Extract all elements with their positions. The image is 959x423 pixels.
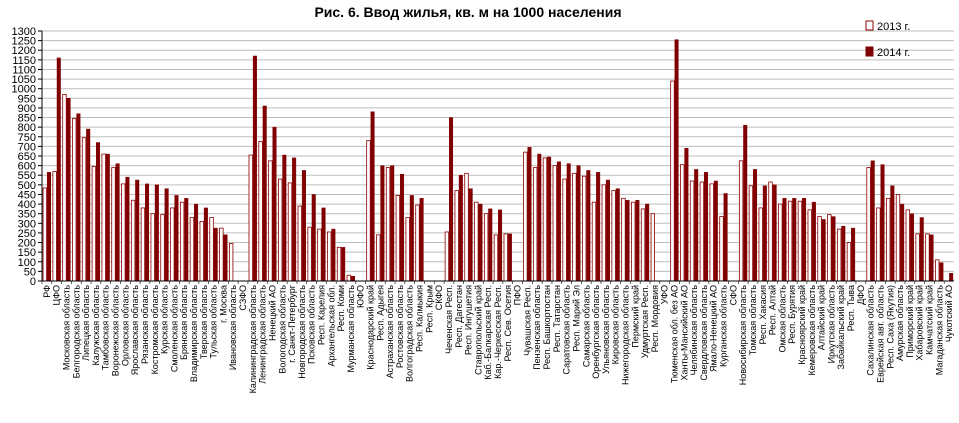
x-tick-label: СФО: [728, 285, 739, 306]
x-tick-label: Респ. Калмыкия: [414, 285, 425, 352]
x-tick-label: Брянская область: [179, 285, 190, 360]
bar-2013: [200, 221, 204, 281]
bar-2014: [940, 263, 944, 281]
bar-2013: [563, 179, 567, 281]
bar-2013: [298, 206, 302, 281]
bar-2013: [631, 202, 635, 281]
bar-2014: [302, 170, 306, 281]
bar-2014: [694, 169, 698, 281]
x-tick-label: Респ. Дагестан: [453, 284, 464, 348]
legend-label-2014: 2014 г.: [877, 47, 911, 59]
bar-2014: [459, 175, 463, 281]
x-tick-label: Орловская область: [120, 285, 131, 367]
y-axis: [12, 26, 42, 288]
x-tick-label: Ростовская область: [394, 285, 405, 369]
bar-2013: [131, 200, 135, 281]
x-tick-label: СЗФО: [238, 285, 249, 311]
bar-2013: [63, 94, 67, 281]
y-tick-label: 1150: [12, 54, 36, 67]
bar-2013: [818, 217, 822, 281]
bar-2013: [504, 234, 508, 281]
x-tick-label: Респ. Саха (Якутия): [885, 285, 896, 369]
bar-2014: [145, 184, 149, 281]
bar-2013: [376, 235, 380, 281]
x-tick-label: Еврейская авт. область: [875, 285, 886, 383]
x-tick-label: УФО: [659, 285, 670, 305]
bar-2014: [949, 273, 953, 281]
bar-2014: [930, 235, 934, 281]
x-tick-label: Респ. Алтай: [767, 285, 778, 336]
bar-2014: [763, 186, 767, 281]
bar-2013: [916, 234, 920, 281]
bar-2014: [704, 172, 708, 281]
bar-2013: [906, 210, 910, 281]
x-tick-label: Тюменская обл. без АО: [669, 285, 680, 384]
x-tick-label: Псковская область: [306, 285, 317, 365]
y-tick-label: 150: [17, 247, 36, 260]
x-tick-label: Астраханская область: [385, 285, 396, 379]
bar-2013: [867, 168, 871, 281]
x-tick-label: ЮФО: [355, 285, 366, 308]
bar-2013: [288, 183, 292, 281]
x-tick-label: Респ. Крым: [424, 285, 435, 333]
x-tick-label: Респ. Хакасия: [757, 285, 768, 345]
bar-2014: [292, 158, 296, 281]
bar-2014: [714, 181, 718, 281]
bar-2014: [312, 194, 316, 281]
bar-2014: [67, 98, 71, 281]
x-tick-label: Приморский край: [904, 285, 915, 358]
bar-2014: [812, 202, 816, 281]
x-tick-label: Респ. Карелия: [316, 285, 327, 346]
bar-2013: [475, 202, 479, 281]
x-tick-label: Ярославская область: [130, 285, 141, 376]
x-tick-label: Респ. Мордовия: [649, 285, 660, 353]
x-tick-label: Респ. Марий Эл: [571, 285, 582, 352]
bar-2013: [749, 186, 753, 281]
bar-2013: [808, 210, 812, 281]
x-tick-label: Архангельская обл.: [326, 285, 337, 367]
x-tick-label: ДФО: [855, 285, 866, 305]
x-tick-label: ЦФО: [51, 285, 62, 306]
x-tick-label: Ненецкий АО: [267, 285, 278, 341]
bar-2014: [596, 172, 600, 281]
bar-2014: [116, 164, 120, 281]
y-tick-label: 350: [17, 208, 36, 221]
bars: [43, 40, 953, 281]
bar-2014: [175, 195, 179, 281]
x-tick-label: Хабаровский край: [914, 285, 925, 361]
bar-2013: [141, 208, 145, 281]
bar-2014: [538, 154, 542, 281]
bar-2014: [410, 195, 414, 281]
bar-2013: [82, 138, 86, 281]
bar-2014: [773, 185, 777, 281]
y-tick-label: 50: [23, 266, 36, 279]
bar-2013: [671, 81, 675, 281]
bar-2013: [220, 228, 224, 281]
bar-2014: [469, 189, 473, 281]
bar-2013: [788, 201, 792, 281]
x-tick-label: Кемеровская область: [806, 285, 817, 376]
bar-2013: [161, 215, 165, 281]
x-tick-label: Омская область: [777, 285, 788, 353]
x-tick-label: Челябинская область: [689, 285, 700, 376]
x-tick-label: Респ. Сев. Осетия: [502, 285, 513, 362]
bar-2013: [337, 247, 341, 281]
bar-2013: [416, 205, 420, 281]
bar-2014: [891, 186, 895, 281]
bar-2013: [573, 173, 577, 281]
bar-2013: [210, 218, 214, 281]
y-tick-label: 850: [17, 112, 36, 125]
bar-2014: [479, 204, 483, 281]
y-tick-label: 100: [17, 256, 36, 269]
y-tick-label: 650: [17, 151, 36, 163]
x-tick-label: Свердловская область: [698, 285, 709, 381]
x-tick-label: Респ. Коми: [336, 285, 347, 332]
bar-2013: [828, 215, 832, 281]
x-tick-label: Каб.-Балкарская Респ.: [483, 285, 494, 380]
bar-2014: [224, 235, 228, 281]
bar-2013: [690, 181, 694, 281]
bar-2013: [651, 214, 655, 281]
bar-2014: [547, 157, 551, 281]
x-tick-label: Костромская область: [149, 285, 160, 375]
bar-2014: [753, 169, 757, 281]
x-tick-label: Томская область: [747, 285, 758, 356]
x-tick-label: Амурская область: [895, 285, 906, 362]
bar-2014: [587, 170, 591, 281]
x-tick-label: Ханты-Мансийский АО: [679, 285, 690, 381]
x-tick-label: Вологодская область: [277, 285, 288, 374]
bar-2014: [528, 147, 532, 281]
bar-2014: [577, 166, 581, 281]
x-tick-label: Мурманская область: [345, 285, 356, 373]
bar-2014: [351, 276, 355, 281]
bar-2014: [616, 189, 620, 281]
x-tick-label: Смоленская область: [169, 285, 180, 373]
x-tick-label: Курская область: [159, 285, 170, 354]
x-tick-label: Респ. Башкортостан: [542, 285, 553, 370]
x-tick-label: Оренбургская область: [591, 285, 602, 379]
bar-2014: [871, 161, 875, 281]
x-tick-label: Самарская область: [581, 285, 592, 368]
y-tick-label: 250: [17, 227, 36, 240]
x-axis: [42, 281, 954, 393]
x-tick-label: Волгоградская область: [404, 285, 415, 383]
bar-2013: [700, 182, 704, 281]
x-tick-label: Магаданская область: [934, 284, 945, 376]
bar-2014: [606, 180, 610, 281]
x-tick-label: Курганская область: [718, 285, 729, 368]
bar-2014: [636, 200, 640, 281]
x-tick-label: Ленинградская область: [257, 285, 268, 384]
bar-2014: [832, 217, 836, 281]
bar-2014: [57, 58, 61, 281]
x-tick-label: Тверская область: [198, 285, 209, 360]
legend: [866, 21, 910, 59]
bar-2013: [484, 214, 488, 281]
bar-2013: [680, 165, 684, 281]
bar-2014: [449, 118, 453, 281]
x-tick-label: г. Москва: [218, 285, 229, 323]
legend-swatch-2014: [866, 47, 873, 56]
bar-2014: [106, 154, 110, 281]
bar-2013: [465, 173, 469, 281]
bar-2013: [612, 191, 616, 281]
x-tick-label: Саратовская область: [561, 285, 572, 375]
x-tick-label: Забайкальский край: [836, 285, 847, 370]
bar-2013: [318, 229, 322, 281]
x-tick-label: Ульяновская область: [600, 285, 611, 374]
bar-2014: [184, 198, 188, 281]
bar-2014: [802, 198, 806, 281]
bar-2013: [592, 202, 596, 281]
bar-2013: [602, 185, 606, 281]
bar-2013: [308, 227, 312, 281]
bar-2013: [190, 218, 194, 281]
x-tick-label: Калужская область: [90, 285, 101, 366]
x-tick-label: Калининградская область: [247, 285, 258, 394]
x-tick-label: Ставропольский край: [473, 285, 484, 375]
bar-2013: [347, 275, 351, 281]
y-tick-label: 0: [29, 276, 36, 288]
bar-2013: [249, 155, 253, 281]
x-tick-label: Респ. Тыва: [846, 285, 857, 332]
x-tick-label: Липецкая область: [81, 285, 92, 361]
bar-2013: [837, 229, 841, 281]
bar-2013: [386, 168, 390, 281]
bar-2013: [847, 243, 851, 281]
bar-2013: [739, 161, 743, 281]
bar-2013: [553, 166, 557, 281]
bar-2013: [759, 208, 763, 281]
bar-2013: [622, 198, 626, 281]
x-tick-label: г. Санкт-Петербург: [287, 285, 298, 363]
x-tick-label: Удмуртская Респ.: [640, 285, 651, 359]
bar-2014: [77, 114, 81, 281]
bar-2014: [341, 247, 345, 281]
x-tick-label: Алтайский край: [816, 285, 827, 351]
bar-2013: [72, 119, 76, 282]
y-tick-label: 950: [17, 93, 36, 106]
bar-2014: [851, 228, 855, 281]
bar-2014: [381, 166, 385, 281]
y-tick-label: 400: [17, 199, 36, 212]
bar-2013: [171, 208, 175, 281]
bar-2013: [53, 171, 57, 281]
bar-2013: [367, 141, 371, 281]
y-tick-label: 1050: [11, 74, 36, 87]
bar-2013: [710, 184, 714, 281]
y-tick-label: 200: [17, 237, 36, 250]
bar-2013: [327, 232, 331, 281]
y-tick-label: 700: [17, 141, 36, 154]
bar-2013: [92, 167, 96, 281]
bar-2013: [641, 209, 645, 281]
y-tick-label: 450: [17, 189, 36, 202]
bar-2014: [822, 219, 826, 281]
bar-2014: [47, 172, 51, 281]
bar-2013: [886, 198, 890, 281]
bar-2014: [263, 106, 267, 281]
x-tick-label: Кировская область: [610, 285, 621, 365]
bar-2014: [675, 40, 679, 281]
x-tick-label: Ивановская область: [228, 285, 239, 371]
x-tick-label: Тамбовская область: [100, 285, 111, 371]
bar-2013: [720, 217, 724, 281]
x-tick-label: Пермский край: [630, 285, 641, 348]
x-tick-label: Респ. Ингушетия: [463, 285, 474, 356]
bar-2014: [253, 56, 257, 281]
bar-2014: [842, 226, 846, 281]
legend-label-2013: 2013 г.: [877, 21, 911, 33]
bar-2013: [396, 195, 400, 281]
x-tick-label: ПФО: [512, 285, 523, 306]
bar-2014: [390, 166, 394, 281]
bar-2014: [900, 204, 904, 281]
x-tick-label: Тульская область: [208, 285, 219, 359]
y-tick-label: 1000: [11, 83, 36, 96]
bar-2014: [194, 204, 198, 281]
y-tick-label: 750: [17, 131, 36, 144]
bar-2013: [180, 202, 184, 281]
x-tick-label: Респ. Бурятия: [787, 285, 798, 344]
bar-2013: [102, 154, 106, 281]
bar-2014: [685, 148, 689, 281]
x-tick-label: Краснодарский край: [365, 285, 376, 370]
x-tick-label: Московская область: [61, 285, 72, 371]
x-tick-label: Нижегородская область: [620, 285, 631, 386]
bar-2013: [122, 184, 126, 281]
x-tick-label: Белгородская область: [71, 285, 82, 379]
bar-2014: [126, 177, 130, 281]
bar-2013: [43, 188, 47, 281]
bar-2014: [645, 204, 649, 281]
x-tick-label: Сахалинская область: [865, 285, 876, 376]
x-tick-label: Красноярский край: [797, 285, 807, 365]
bar-2014: [920, 218, 924, 281]
bar-2013: [543, 158, 547, 281]
bar-2014: [135, 180, 139, 281]
x-tick-label: СКФО: [434, 285, 445, 311]
bar-2014: [508, 234, 512, 281]
y-tick-label: 300: [17, 218, 36, 231]
x-tick-label: Рязанская область: [139, 285, 150, 365]
chart-title: Рис. 6. Ввод жилья, кв. м на 1000 населения: [314, 4, 622, 20]
bar-2014: [783, 198, 787, 281]
legend-swatch-2013: [866, 21, 873, 30]
bar-2014: [332, 229, 336, 281]
bar-2013: [779, 204, 783, 281]
y-tick-label: 1100: [12, 64, 36, 77]
x-tick-label: Камчатский край: [924, 285, 935, 355]
bar-2013: [151, 214, 155, 281]
y-tick-label: 1300: [11, 26, 36, 38]
bar-2014: [96, 143, 100, 281]
bar-2014: [400, 174, 404, 281]
bar-2014: [204, 208, 208, 281]
bar-2014: [792, 198, 796, 281]
x-tick-label: Новосибирская область: [738, 285, 749, 386]
bar-2013: [229, 244, 233, 282]
bar-2014: [214, 228, 218, 281]
x-tick-label: Ямало-Ненецкий АО: [708, 285, 719, 372]
bar-2013: [278, 179, 282, 281]
y-tick-label: 800: [17, 122, 36, 135]
x-tick-label: Владимирская область: [189, 285, 199, 383]
x-tick-label: Чеченская Респ.: [443, 285, 454, 354]
bar-2014: [498, 210, 502, 281]
y-tick-label: 1250: [11, 35, 36, 48]
x-tick-label: Чувашская Респ.: [522, 285, 533, 356]
bar-2013: [935, 260, 939, 281]
bar-2014: [155, 185, 159, 281]
y-tick-label: 600: [17, 160, 36, 173]
x-tick-label: Воронежская область: [110, 285, 121, 377]
bar-2013: [259, 142, 263, 281]
bar-2013: [455, 191, 459, 281]
bar-2013: [896, 194, 900, 281]
bar-2013: [798, 201, 802, 281]
bar-2013: [269, 161, 273, 281]
bar-2014: [626, 200, 630, 281]
bar-2013: [877, 208, 881, 281]
bar-2014: [273, 127, 277, 281]
bar-2014: [420, 198, 424, 281]
x-tick-label: Пензенская область: [532, 285, 543, 370]
y-tick-label: 500: [17, 179, 36, 192]
bar-2013: [533, 168, 537, 281]
x-tick-label: Кар.-Черкесская Респ.: [493, 285, 503, 379]
bar-2013: [926, 234, 930, 281]
bar-2013: [769, 182, 773, 281]
bar-2014: [743, 125, 747, 281]
bar-2014: [165, 189, 169, 281]
y-tick-label: 1200: [11, 45, 36, 58]
bar-2013: [494, 235, 498, 281]
bar-2014: [724, 194, 728, 282]
bar-2014: [322, 208, 326, 281]
y-tick-label: 900: [17, 102, 36, 115]
bar-2014: [488, 209, 492, 281]
bar-2014: [557, 162, 561, 281]
bar-2014: [910, 214, 914, 281]
y-tick-label: 550: [17, 170, 36, 183]
bar-2014: [86, 129, 90, 281]
x-tick-label: Респ. Татарстан: [551, 285, 562, 353]
x-tick-label: РФ: [41, 285, 52, 298]
x-tick-label: Новгородская область: [296, 285, 307, 379]
bar-2014: [371, 112, 375, 281]
bar-2013: [582, 176, 586, 281]
bar-2013: [524, 152, 528, 281]
x-tick-label: Чукотский АО: [944, 285, 955, 343]
bar-2014: [881, 165, 885, 281]
bar-2013: [112, 168, 116, 281]
x-tick-label: Респ. Адыгея: [375, 285, 386, 341]
bar-2014: [283, 155, 287, 281]
x-tick-label: Иркутская область: [826, 285, 837, 364]
bar-2013: [406, 218, 410, 281]
bar-2013: [445, 232, 449, 281]
bar-2014: [567, 164, 571, 281]
